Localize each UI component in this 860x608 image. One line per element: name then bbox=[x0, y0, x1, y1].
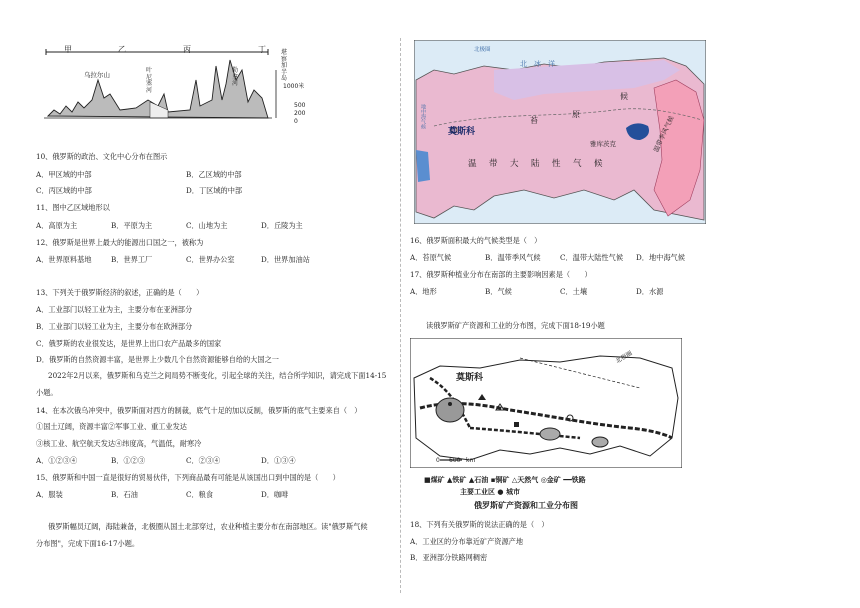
mineral-legend-line2: 主要工业区 ● 城市 bbox=[460, 488, 520, 496]
q11-option-b[interactable]: B．平原为主 bbox=[111, 221, 153, 230]
mineral-arctic-circle-label: 北极圈 bbox=[614, 349, 634, 365]
q14-option-d[interactable]: D．①③④ bbox=[261, 456, 296, 465]
q13-option-b[interactable]: B．工业部门以轻工业为主，主要分布在欧洲部分 bbox=[36, 322, 193, 331]
q10-option-d[interactable]: D．丁区域的中部 bbox=[186, 186, 243, 195]
q18-stem: 18、下列有关俄罗斯的说法正确的是（ ） bbox=[410, 520, 549, 529]
q12-option-c[interactable]: C．世界办公室 bbox=[186, 255, 235, 264]
mineral-legend-line1: ■煤矿 ▲铁矿 ▲石油 ▪铜矿 △天然气 ◎金矿 ━━铁路 bbox=[424, 476, 586, 484]
q14-statement-1: ①国土辽阔，资源丰富②军事工业、重工业发达 bbox=[36, 422, 187, 431]
q16-option-d[interactable]: D．地中海气候 bbox=[636, 253, 685, 262]
intro-16-line2: 分布图"，完成下面16-17小题。 bbox=[36, 539, 140, 548]
region-label-yi: 乙 bbox=[118, 45, 126, 54]
q10-option-b[interactable]: B．乙区域的中部 bbox=[186, 170, 242, 179]
q11-option-a[interactable]: A．高原为主 bbox=[36, 221, 78, 230]
q17-option-a[interactable]: A．地形 bbox=[410, 287, 437, 296]
mineral-map-caption: 俄罗斯矿产资源和工业分布图 bbox=[474, 501, 578, 510]
q10-option-a[interactable]: A．甲区域的中部 bbox=[36, 170, 92, 179]
intro-18: 读俄罗斯矿产资源和工业的分布图，完成下面18-19小题 bbox=[426, 321, 605, 330]
column-divider bbox=[400, 38, 401, 593]
q17-option-c[interactable]: C．土壤 bbox=[560, 287, 588, 296]
lena-river-label: 勒 拿 河 bbox=[232, 67, 239, 87]
q14-option-a[interactable]: A．①②③④ bbox=[36, 456, 78, 465]
q12-option-a[interactable]: A．世界原料基地 bbox=[36, 255, 92, 264]
mediterranean-label: 地中海气候 bbox=[420, 104, 426, 129]
temperate-continental-label: 温 带 大 陆 性 气 候 bbox=[468, 159, 605, 169]
monsoon-climate-label: 温带季风气候 bbox=[652, 114, 676, 154]
region-label-ding: 丁 bbox=[258, 45, 266, 54]
q15-option-d[interactable]: D．咖啡 bbox=[261, 490, 289, 499]
tundra-char-2: 原 bbox=[572, 110, 580, 119]
q15-option-a[interactable]: A．服装 bbox=[36, 490, 63, 499]
q12-option-d[interactable]: D．世界加油站 bbox=[261, 255, 310, 264]
mineral-moscow-label: 莫斯科 bbox=[456, 373, 484, 383]
tundra-char-1: 苔 bbox=[530, 116, 538, 125]
q16-option-b[interactable]: B．温带季风气候 bbox=[485, 253, 541, 262]
q13-stem: 13、下列关于俄罗斯经济的叙述，正确的是（ ） bbox=[36, 288, 204, 297]
climate-char: 候 bbox=[620, 92, 628, 101]
q16-option-c[interactable]: C．温带大陆性气候 bbox=[560, 253, 624, 262]
q11-stem: 11、图中乙区域地形以 bbox=[36, 203, 110, 212]
q12-stem: 12、俄罗斯是世界上最大的能源出口国之一，被称为 bbox=[36, 238, 204, 247]
q13-option-d[interactable]: D．俄罗斯的自然资源丰富，是世界上少数几个自然资源能够自给的大国之一 bbox=[36, 355, 279, 364]
q16-option-a[interactable]: A．苔原气候 bbox=[410, 253, 452, 262]
q15-option-b[interactable]: B．石油 bbox=[111, 490, 138, 499]
region-label-bing: 丙 bbox=[183, 45, 191, 54]
q14-option-b[interactable]: B．①②③ bbox=[111, 456, 146, 465]
moscow-label: 莫斯科 bbox=[448, 127, 476, 137]
q15-option-c[interactable]: C．粮食 bbox=[186, 490, 214, 499]
q16-stem: 16、俄罗斯面积最大的气候类型是（ ） bbox=[410, 236, 542, 245]
q10-stem: 10、俄罗斯的政治、文化中心分布在图示 bbox=[36, 152, 168, 161]
q13-option-a[interactable]: A．工业部门以轻工业为主，主要分布在亚洲部分 bbox=[36, 305, 193, 314]
scale-600: 600 bbox=[449, 457, 461, 464]
q17-option-b[interactable]: B．气候 bbox=[485, 287, 512, 296]
russia-mineral-map bbox=[410, 338, 682, 468]
terrain-profile-figure bbox=[40, 40, 320, 128]
yenisei-river-label: 叶 尼 塞 河 bbox=[146, 67, 153, 94]
region-label-jia: 甲 bbox=[64, 45, 72, 54]
q18-option-b[interactable]: B．亚洲部分铁路网稠密 bbox=[410, 553, 488, 562]
scale-km: km bbox=[466, 457, 476, 464]
arctic-ocean-label: 北 冰 洋 bbox=[520, 60, 555, 68]
q11-option-d[interactable]: D．丘陵为主 bbox=[261, 221, 303, 230]
q18-option-a[interactable]: A．工业区的分布靠近矿产资源产地 bbox=[410, 537, 524, 546]
scale-1000: 1000米 bbox=[283, 83, 305, 90]
yakutsk-label: 雅库茨克 bbox=[590, 140, 616, 148]
intro-14-line1: 2022年2月以来，俄罗斯和乌克兰之间局势不断变化，引起全球的关注，结合所学知识，请完成下面14-15 bbox=[48, 371, 387, 380]
ural-mountains-label: 乌拉尔山 bbox=[84, 71, 110, 79]
scale-500: 500 bbox=[294, 102, 306, 109]
q13-option-c[interactable]: C．俄罗斯的农业很发达，是世界上出口农产品最多的国家 bbox=[36, 339, 222, 348]
q17-stem: 17、俄罗斯种植业分布在南部的主要影响因素是（ ） bbox=[410, 270, 592, 279]
scale-200: 200 bbox=[294, 110, 306, 117]
q11-option-c[interactable]: C．山地为主 bbox=[186, 221, 228, 230]
intro-16-line1: 俄罗斯幅员辽阔，海陆兼备，北极圈从国土北部穿过，农业种植主要分布在南部地区。读"俄罗斯气候 bbox=[48, 522, 368, 531]
q12-option-b[interactable]: B．世界工厂 bbox=[111, 255, 153, 264]
q17-option-d[interactable]: D．水源 bbox=[636, 287, 664, 296]
q14-stem: 14、在本次俄乌冲突中，俄罗斯面对西方的制裁，底气十足的加以反制，俄罗斯的底气主要来自（ ） bbox=[36, 406, 362, 415]
scale-0: 0 bbox=[294, 118, 298, 125]
q14-statement-2: ③核工业、航空航天发达④纬度高，气温低，耐寒冷 bbox=[36, 439, 202, 448]
kamchatka-label: 堪 察 加 半 岛 bbox=[281, 49, 288, 82]
intro-14-line2: 小题。 bbox=[36, 388, 58, 397]
q10-option-c[interactable]: C．丙区域的中部 bbox=[36, 186, 92, 195]
q15-stem: 15、俄罗斯和中国一直是很好的贸易伙伴，下列商品最有可能是从该国出口到中国的是（ ） bbox=[36, 473, 340, 482]
arctic-circle-label: 北极圈 bbox=[474, 47, 491, 53]
q14-option-c[interactable]: C．②③④ bbox=[186, 456, 221, 465]
scale-zero: 0 bbox=[436, 457, 440, 464]
